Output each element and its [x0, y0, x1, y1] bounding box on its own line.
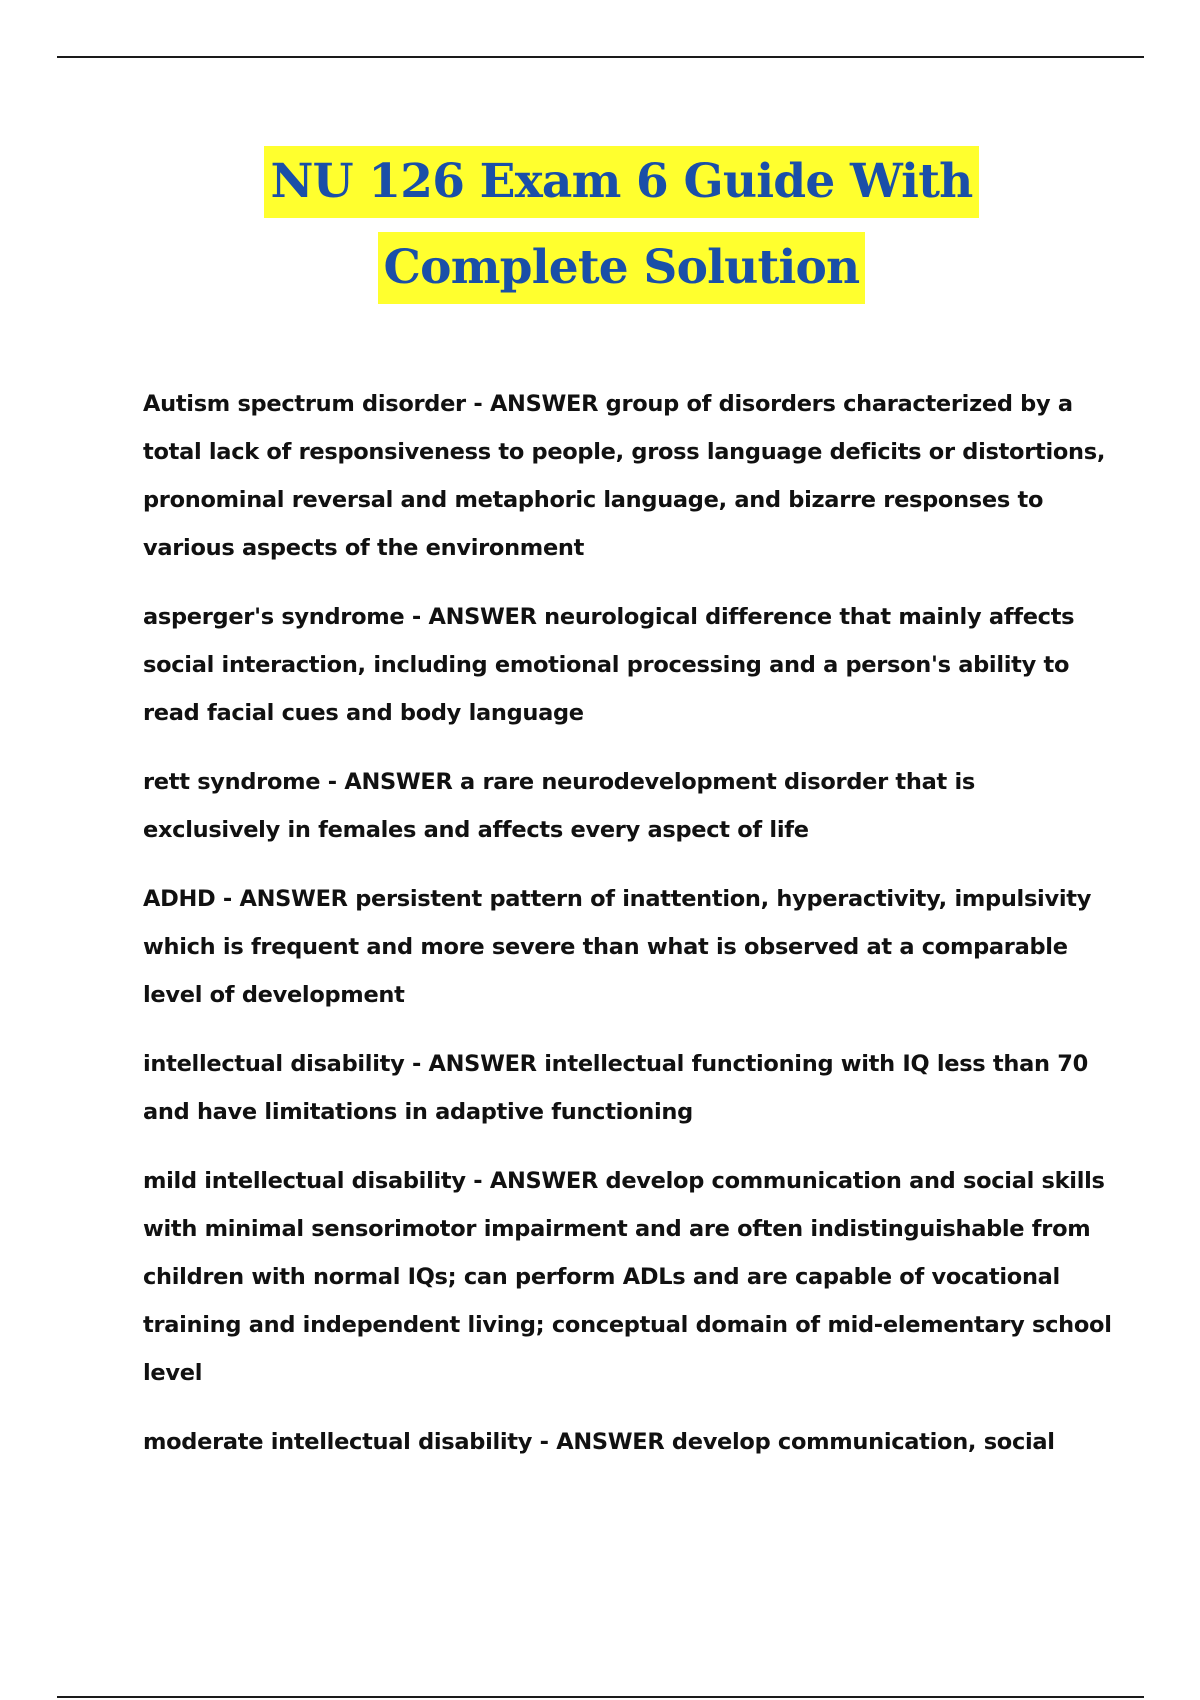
- title-line-2: Complete Solution: [378, 232, 866, 304]
- top-rule: [57, 56, 1144, 58]
- entry-moderate-intellectual-disability: moderate intellectual disability - ANSWER develop communication, social: [143, 1429, 1055, 1455]
- entry-rett-syndrome: rett syndrome - ANSWER a rare neurodevelopment disorder that is exclusively in females and affects every aspect of life: [143, 769, 975, 843]
- entry-intellectual-disability: intellectual disability - ANSWER intellectual functioning with IQ less than 70 and have limitations in adaptive functioning: [143, 1051, 1088, 1125]
- flashcard-entries: [143, 380, 1118, 1487]
- document-title: [0, 146, 1200, 304]
- entry-adhd: ADHD - ANSWER persistent pattern of inattention, hyperactivity, impulsivity which is frequent and more severe than what is observed at a comparable level of development: [143, 886, 1092, 1008]
- entry-mild-intellectual-disability: mild intellectual disability - ANSWER develop communication and social skills with minimal sensorimotor impairment and are often indistinguishable from children with normal IQs; can perform ADLs and are capable of vocational training and independent living; conceptual domain of mid-elementary school level: [143, 1168, 1112, 1386]
- entry-aspergers-syndrome: asperger's syndrome - ANSWER neurological difference that mainly affects social interaction, including emotional processing and a person's ability to read facial cues and body language: [143, 604, 1075, 726]
- bottom-rule: [57, 1696, 1144, 1698]
- title-line-1: NU 126 Exam 6 Guide With: [264, 146, 978, 218]
- entry-autism-spectrum-disorder: Autism spectrum disorder - ANSWER group of disorders characterized by a total lack of responsiveness to people, gross language deficits or distortions, pronominal reversal and metaphoric language, and bizarre responses to various aspects of the environment: [143, 391, 1106, 561]
